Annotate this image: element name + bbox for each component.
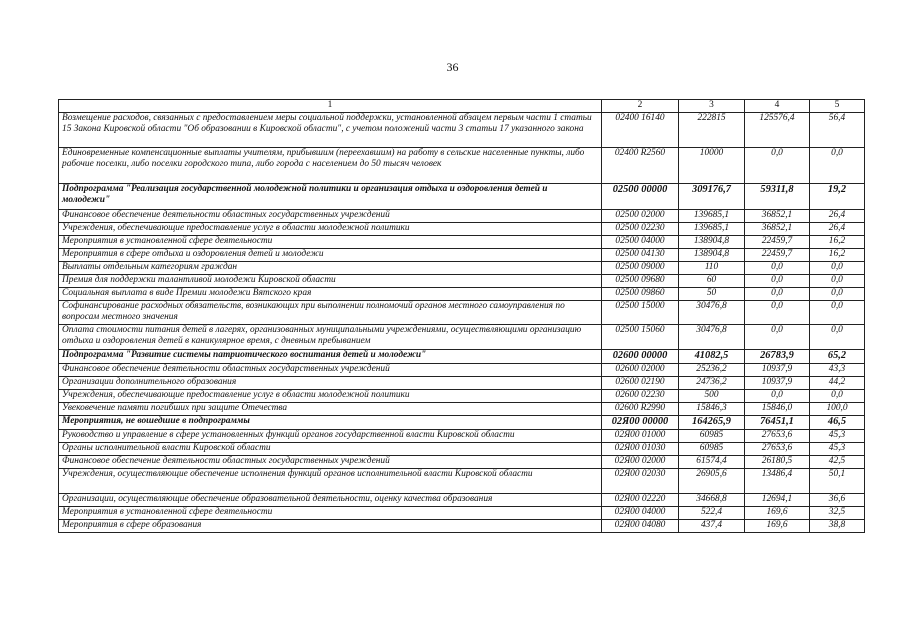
table-row <box>59 350 865 364</box>
row-actual-value-cell: 27653,6 <box>745 443 810 456</box>
table-row <box>59 377 865 390</box>
row-code-cell: 02Я00 01000 <box>602 430 679 443</box>
table-row <box>59 223 865 236</box>
row-percent-cell: 26,4 <box>810 210 865 223</box>
row-actual-value-cell: 26783,9 <box>745 350 810 364</box>
row-percent-cell: 43,3 <box>810 364 865 377</box>
table-row <box>59 288 865 301</box>
row-percent-cell: 65,2 <box>810 350 865 364</box>
row-name-cell: Учреждения, обеспечивающие предоставление услуг в области молодежной политики <box>59 223 602 236</box>
row-percent-cell: 0,0 <box>810 301 865 325</box>
row-code-cell: 02600 02190 <box>602 377 679 390</box>
row-percent-cell: 0,0 <box>810 148 865 184</box>
row-actual-value-cell: 15846,0 <box>745 403 810 416</box>
row-code-cell: 02Я00 04000 <box>602 507 679 520</box>
row-percent-cell: 42,5 <box>810 456 865 469</box>
row-actual-value-cell: 12694,1 <box>745 494 810 507</box>
row-actual-value-cell: 76451,1 <box>745 416 810 430</box>
header-col-2: 2 <box>602 100 679 113</box>
row-code-cell: 02500 02000 <box>602 210 679 223</box>
row-percent-cell: 45,3 <box>810 443 865 456</box>
row-code-cell: 02Я00 02030 <box>602 469 679 494</box>
table-row <box>59 416 865 430</box>
table-row <box>59 113 865 148</box>
row-planned-value-cell: 110 <box>679 262 745 275</box>
header-col-3: 3 <box>679 100 745 113</box>
row-percent-cell: 0,0 <box>810 390 865 403</box>
table-row <box>59 507 865 520</box>
row-name-cell: Организации дополнительного образования <box>59 377 602 390</box>
row-name-cell: Мероприятия в установленной сфере деятельности <box>59 236 602 249</box>
table-row <box>59 443 865 456</box>
row-planned-value-cell: 24736,2 <box>679 377 745 390</box>
page-number: 36 <box>446 60 459 74</box>
row-percent-cell: 50,1 <box>810 469 865 494</box>
row-name-cell: Софинансирование расходных обязательств, возникающих при выполнении полномочий органов местного самоуправления по вопросам местного значения <box>59 301 602 325</box>
row-planned-value-cell: 138904,8 <box>679 236 745 249</box>
row-percent-cell: 0,0 <box>810 275 865 288</box>
row-code-cell: 02Я00 02000 <box>602 456 679 469</box>
row-name-cell: Социальная выплата в виде Премии молодежи Вятского края <box>59 288 602 301</box>
row-name-cell: Учреждения, осуществляющие обеспечение исполнения функций органов исполнительной власти Кировской области <box>59 469 602 494</box>
row-code-cell: 02600 02000 <box>602 364 679 377</box>
row-actual-value-cell: 59311,8 <box>745 184 810 210</box>
table-row <box>59 262 865 275</box>
row-percent-cell: 44,2 <box>810 377 865 390</box>
row-name-cell: Мероприятия в сфере образования <box>59 520 602 533</box>
row-code-cell: 02500 00000 <box>602 184 679 210</box>
row-actual-value-cell: 10937,9 <box>745 364 810 377</box>
row-actual-value-cell: 36852,1 <box>745 223 810 236</box>
row-code-cell: 02500 09680 <box>602 275 679 288</box>
table-row <box>59 494 865 507</box>
header-col-4: 4 <box>745 100 810 113</box>
row-percent-cell: 56,4 <box>810 113 865 148</box>
table-row <box>59 520 865 533</box>
row-code-cell: 02500 04000 <box>602 236 679 249</box>
table-row <box>59 249 865 262</box>
table-body <box>59 113 865 533</box>
row-name-cell: Подпрограмма "Развитие системы патриотического воспитания детей и молодежи" <box>59 350 602 364</box>
row-code-cell: 02400 R2560 <box>602 148 679 184</box>
row-name-cell: Премия для поддержки талантливой молодежи Кировской области <box>59 275 602 288</box>
row-actual-value-cell: 0,0 <box>745 262 810 275</box>
table-row <box>59 236 865 249</box>
row-name-cell: Подпрограмма "Реализация государственной молодежной политики и организация отдыха и оздоровления детей и молодежи" <box>59 184 602 210</box>
row-planned-value-cell: 30476,8 <box>679 325 745 350</box>
row-percent-cell: 46,5 <box>810 416 865 430</box>
row-actual-value-cell: 125576,4 <box>745 113 810 148</box>
row-actual-value-cell: 10937,9 <box>745 377 810 390</box>
row-name-cell: Увековечение памяти погибших при защите Отечества <box>59 403 602 416</box>
header-col-1: 1 <box>59 100 602 113</box>
table-row <box>59 210 865 223</box>
row-actual-value-cell: 0,0 <box>745 301 810 325</box>
row-actual-value-cell: 36852,1 <box>745 210 810 223</box>
row-name-cell: Мероприятия, не вошедшие в подпрограммы <box>59 416 602 430</box>
row-name-cell: Финансовое обеспечение деятельности областных государственных учреждений <box>59 210 602 223</box>
row-name-cell: Мероприятия в установленной сфере деятельности <box>59 507 602 520</box>
row-percent-cell: 100,0 <box>810 403 865 416</box>
row-planned-value-cell: 50 <box>679 288 745 301</box>
row-percent-cell: 38,8 <box>810 520 865 533</box>
row-planned-value-cell: 139685,1 <box>679 223 745 236</box>
row-actual-value-cell: 0,0 <box>745 390 810 403</box>
row-code-cell: 02Я00 04080 <box>602 520 679 533</box>
row-name-cell: Организации, осуществляющие обеспечение образовательной деятельности, оценку качества образования <box>59 494 602 507</box>
row-code-cell: 02500 09000 <box>602 262 679 275</box>
table-row <box>59 148 865 184</box>
row-planned-value-cell: 138904,8 <box>679 249 745 262</box>
header-col-5: 5 <box>810 100 865 113</box>
row-actual-value-cell: 22459,7 <box>745 236 810 249</box>
row-name-cell: Руководство и управление в сфере установленных функций органов государственной власти Кировской области <box>59 430 602 443</box>
row-percent-cell: 19,2 <box>810 184 865 210</box>
row-planned-value-cell: 10000 <box>679 148 745 184</box>
row-code-cell: 02Я00 02220 <box>602 494 679 507</box>
row-actual-value-cell: 0,0 <box>745 148 810 184</box>
row-code-cell: 02500 02230 <box>602 223 679 236</box>
row-percent-cell: 36,6 <box>810 494 865 507</box>
row-planned-value-cell: 437,4 <box>679 520 745 533</box>
row-name-cell: Финансовое обеспечение деятельности областных государственных учреждений <box>59 456 602 469</box>
row-percent-cell: 32,5 <box>810 507 865 520</box>
row-code-cell: 02600 R2990 <box>602 403 679 416</box>
row-code-cell: 02400 16140 <box>602 113 679 148</box>
row-planned-value-cell: 309176,7 <box>679 184 745 210</box>
row-actual-value-cell: 0,0 <box>745 288 810 301</box>
table-row <box>59 390 865 403</box>
row-percent-cell: 0,0 <box>810 288 865 301</box>
row-planned-value-cell: 164265,9 <box>679 416 745 430</box>
row-name-cell: Возмещение расходов, связанных с предоставлением меры социальной поддержки, установленной абзацем первым части 1 статьи 15 Закона Кировской области "Об образовании в Кировской области", с учетом положений части 3 статьи 17 указанного закона <box>59 113 602 148</box>
row-actual-value-cell: 27653,6 <box>745 430 810 443</box>
row-planned-value-cell: 30476,8 <box>679 301 745 325</box>
row-code-cell: 02500 09860 <box>602 288 679 301</box>
row-planned-value-cell: 25236,2 <box>679 364 745 377</box>
budget-table <box>58 99 865 533</box>
row-name-cell: Оплата стоимости питания детей в лагерях, организованных муниципальными учреждениями, осуществляющими организацию отдыха и оздоровления детей в каникулярное время, с дневным пребыванием <box>59 325 602 350</box>
row-code-cell: 02600 00000 <box>602 350 679 364</box>
row-planned-value-cell: 500 <box>679 390 745 403</box>
row-percent-cell: 16,2 <box>810 249 865 262</box>
table-row <box>59 430 865 443</box>
table-row <box>59 325 865 350</box>
row-percent-cell: 16,2 <box>810 236 865 249</box>
row-code-cell: 02500 04130 <box>602 249 679 262</box>
row-planned-value-cell: 139685,1 <box>679 210 745 223</box>
row-actual-value-cell: 13486,4 <box>745 469 810 494</box>
row-name-cell: Мероприятия в сфере отдыха и оздоровления детей и молодежи <box>59 249 602 262</box>
row-name-cell: Учреждения, обеспечивающие предоставление услуг в области молодежной политики <box>59 390 602 403</box>
row-actual-value-cell: 26180,5 <box>745 456 810 469</box>
row-planned-value-cell: 15846,3 <box>679 403 745 416</box>
row-actual-value-cell: 0,0 <box>745 325 810 350</box>
row-code-cell: 02500 15060 <box>602 325 679 350</box>
row-percent-cell: 0,0 <box>810 262 865 275</box>
row-percent-cell: 0,0 <box>810 325 865 350</box>
row-actual-value-cell: 0,0 <box>745 275 810 288</box>
table-row <box>59 469 865 494</box>
table-row <box>59 301 865 325</box>
row-planned-value-cell: 61574,4 <box>679 456 745 469</box>
table-row <box>59 456 865 469</box>
row-percent-cell: 26,4 <box>810 223 865 236</box>
row-planned-value-cell: 34668,8 <box>679 494 745 507</box>
row-planned-value-cell: 60985 <box>679 443 745 456</box>
row-actual-value-cell: 169,6 <box>745 520 810 533</box>
header-row <box>59 100 865 113</box>
table-row <box>59 403 865 416</box>
row-code-cell: 02Я00 00000 <box>602 416 679 430</box>
table-row <box>59 184 865 210</box>
row-planned-value-cell: 60 <box>679 275 745 288</box>
row-code-cell: 02500 15000 <box>602 301 679 325</box>
table-row <box>59 364 865 377</box>
row-planned-value-cell: 222815 <box>679 113 745 148</box>
table-row <box>59 275 865 288</box>
row-planned-value-cell: 41082,5 <box>679 350 745 364</box>
row-actual-value-cell: 22459,7 <box>745 249 810 262</box>
row-code-cell: 02600 02230 <box>602 390 679 403</box>
row-percent-cell: 45,3 <box>810 430 865 443</box>
row-planned-value-cell: 522,4 <box>679 507 745 520</box>
row-actual-value-cell: 169,6 <box>745 507 810 520</box>
row-name-cell: Выплаты отдельным категориям граждан <box>59 262 602 275</box>
row-name-cell: Единовременные компенсационные выплаты учителям, прибывшим (переехавшим) на работу в сельские населенные пункты, либо рабочие поселки, либо поселки городского типа, либо города с населением до 50 тысяч человек <box>59 148 602 184</box>
row-planned-value-cell: 26905,6 <box>679 469 745 494</box>
row-name-cell: Органы исполнительной власти Кировской области <box>59 443 602 456</box>
row-name-cell: Финансовое обеспечение деятельности областных государственных учреждений <box>59 364 602 377</box>
row-code-cell: 02Я00 01030 <box>602 443 679 456</box>
row-planned-value-cell: 60985 <box>679 430 745 443</box>
